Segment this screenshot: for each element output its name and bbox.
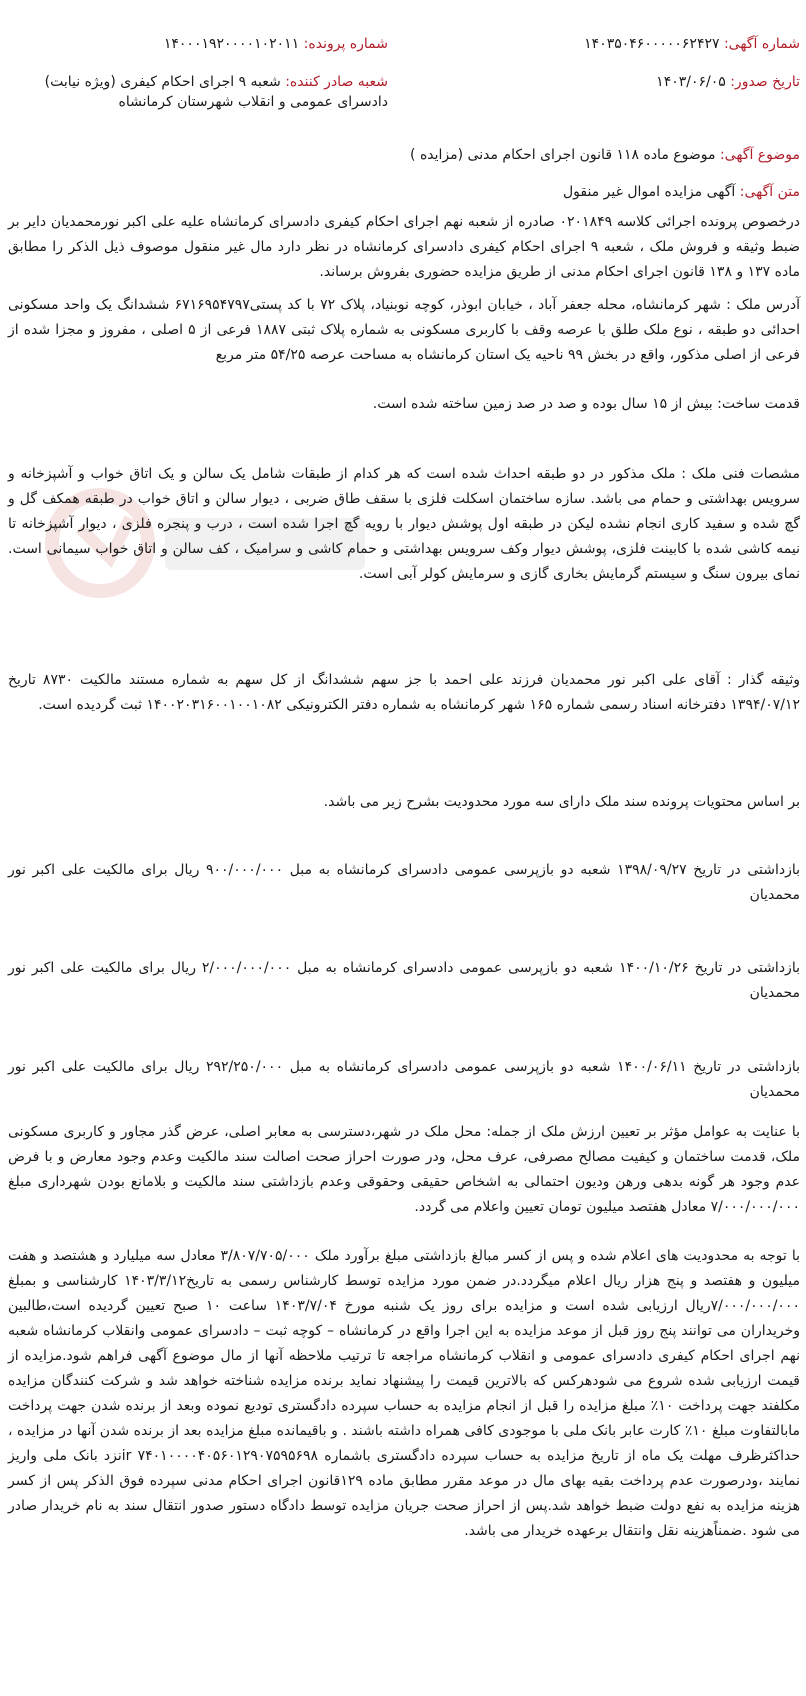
ad-text-label: متن آگهی: — [739, 184, 800, 200]
case-number — [164, 34, 388, 54]
ad-number-value: ۱۴۰۳۵۰۴۶۰۰۰۰۰۶۲۴۲۷ — [584, 36, 720, 52]
auction-terms-paragraph: با توجه به محدودیت های اعلام شده و پس از کسر مبالغ بازداشتی مبلغ برآورد ملک ۳/۸۰۷/۷۰۵/۰۰۰ معادل سه میلیارد و هشتصد و هفت میلیون و هفتصد و پنج هزار ریال اعلام میگردد.در ضمن مورد مزایده توسط کارشناس رسمی به تاریخ۱۴۰۳/۳/۱۲ کارشناسی و بمبلغ ۷/۰۰۰/۰۰۰/۰۰۰ریال ارزیابی شده است و مزایده برای روز یک شنبه مورخ ۱۴۰۳/۷/۰۴ ساعت ۱۰ صبح تعیین گردیده است،طالبین وخریداران می توانند پنج روز قبل از موعد مزایده به این اجرا واقع در کرمانشاه – کوچه ثبت – دادسرای عمومی وانقلاب کرمانشاه شعبه نهم اجرای احکام کیفری دادسرای عمومی و انقلاب کرمانشاه مراجعه تا ترتیب ملاحظه آنها از مال موضوع آگهی فراهم شود.مزایده از قیمت ارزیابی شده شروع می شودهرکس که بالاترین قیمت را پیشنهاد نماید برنده مزایده شناخته خواهد شد و شرکت کنندگان مزایده مکلفند جهت پرداخت ۱۰٪ مبلغ مزایده را قبل از انجام مزایده به حساب سپرده دادگستری تودیع نموده وبعد از برنده شدن جهت پرداخت مابالتفاوت مبلغ ۱۰٪ کارت عابر بانک ملی با موجودی کافی همراه داشته باشند . و باقیمانده مبلغ مزایده بعد از برنده شدن آنها در مزایده ، حداکثرظرف مهلت یک ماه از تاریخ مزایده به حساب سپرده دادگستری باشماره ۷۴۰۱۰۰۰۰۴۰۵۶۰۱۲۹۰۷۵۹۵۶۹۸ irنزد بانک ملی واریز نمایند ،ودرصورت عدم پرداخت بقیه بهای مال در موعد مقرر مطابق ماده ۱۲۹قانون اجرای احکام مدنی سپرده فوق الذکر پس از کسر هزینه مزایده به نفع دولت ضبط خواهد شد.پس از احراز صحت جریان مزایده توسط دادگاه دستور صدور انتقال سند به نام خریدار صادر می شود .ضمناًهزینه نقل وانتقال برعهده خریدار می باشد. — [8, 1248, 801, 1539]
valuation-paragraph: با عنایت به عوامل مؤثر بر تعیین ارزش ملک از جمله: محل ملک در شهر،دسترسی به معابر اصلی، عرض گذر مجاور و کاربری مسکونی ملک، قدمت ساختمان و کیفیت مصالح مصرفی، عرف محل، ودر صورت احراز صحت اصالت سند مالکیت وعدم وجود معارض و با فرض عدم وجود هر گونه بدهی ورهن ودیون احتمالی به اشخاص حقیقی وحقوقی وعدم بازداشتی سند مالکیت و بلامانع بودن شهرداری مبلغ ۷/۰۰۰/۰۰۰/۰۰۰ معادل هفتصد میلیون تومان تعیین واعلام می گردد. — [8, 1124, 800, 1215]
lien-paragraph-1: بازداشتی در تاریخ ۱۳۹۸/۰۹/۲۷ شعبه دو بازپرسی عمومی دادسرای کرمانشاه به مبل ۹۰۰/۰۰۰/۰۰۰ ریال برای مالکیت علی اکبر نور محمدیان — [8, 862, 800, 903]
case-number-value: ۱۴۰۰۰۱۹۲۰۰۰۰۱۰۲۰۱۱ — [163, 36, 300, 52]
ad-subject-value: موضوع ماده ۱۱۸ قانون اجرای احکام مدنی (مزایده ) — [410, 147, 716, 163]
issuing-branch-label: شعبه صادر کننده: — [285, 74, 388, 90]
ad-subject-label: موضوع آگهی: — [719, 147, 800, 163]
issue-date-label: تاریخ صدور: — [730, 74, 800, 90]
lien-paragraph-3: بازداشتی در تاریخ ۱۴۰۰/۰۶/۱۱ شعبه دو بازپرسی عمومی دادسرای کرمانشاه به مبل ۲۹۲/۲۵۰/۰۰۰ ریال برای مالکیت علی اکبر نور محمدیان — [8, 1059, 800, 1100]
ad-text-value: آگهی مزایده اموال غیر منقول — [562, 184, 736, 200]
issuing-branch — [8, 72, 388, 112]
case-number-label: شماره پرونده: — [303, 36, 388, 52]
ad-text-heading — [563, 182, 800, 202]
issuing-branch-value: شعبه ۹ اجرای احکام کیفری (ویژه نیابت) دادسرای عمومی و انقلاب شهرستان کرمانشاه — [44, 74, 388, 110]
intro-paragraph: درخصوص پرونده اجرائی کلاسه ۰۲۰۱۸۴۹ صادره از شعبه نهم اجرای احکام کیفری دادسرای کرمانشاه علیه علی اکبر نورمحمدیان دایر بر ضبط وثیقه و فروش ملک ، شعبه ۹ اجرای احکام کیفری دادسرای کرمانشاه در نظر دارد مال غیر منقول موصوف ذیل الذکر را مطابق ماده ۱۳۷ و ۱۳۸ قانون اجرای احکام مدنی از طریق مزایده حضوری بفروش برساند. — [8, 214, 800, 280]
ad-number — [584, 34, 800, 54]
issue-date — [656, 72, 800, 92]
issue-date-value: ۱۴۰۳/۰۶/۰۵ — [656, 74, 726, 90]
lien-paragraph-2: بازداشتی در تاریخ ۱۴۰۰/۱۰/۲۶ شعبه دو بازپرسی عمومی دادسرای کرمانشاه به مبل ۲/۰۰۰/۰۰۰/۰۰۰ ریال برای مالکیت علی اکبر نور محمدیان — [8, 960, 800, 1001]
technical-specs-paragraph: مشصات فنی ملک : ملک مذکور در دو طبقه احداث شده است که هر کدام از طبقات شامل یک سالن و یک اتاق خواب و آشپزخانه و سرویس بهداشتی و حمام می باشد. سازه ساختمان اسکلت فلزی با سقف طاق ضربی ، دیوار سالن و اتاق خواب در طبقه همکف گل و گچ شده و سفید کاری انجام نشده لیکن در طبقه اول پوشش دیوار با رویه گچ اجرا شده است ، درب و پنجره فلزی ، دیوار آشپزخانه تا نیمه کاشی شده با کابینت فلزی، پوشش دیوار وکف سرویس بهداشتی و حمام کاشی و سرامیک ، کف سالن و اتاق خواب سیمانی است. نمای بیرون سنگ و سیستم گرمایش بخاری گازی و سرمایش کولر آبی است. — [8, 466, 800, 582]
ad-number-label: شماره آگهی: — [723, 36, 800, 52]
property-address-paragraph: آدرس ملک : شهر کرمانشاه، محله جعفر آباد ، خیابان ابوذر، کوچه نوبنیاد، پلاک ۷۲ با کد پستی۶۷۱۶۹۵۴۷۹۷ ششدانگ یک واحد مسکونی احدائی دو طبقه ، نوع ملک طلق با عرصه وقف با کاربری مسکونی به شماره پلاک ثبتی ۱۸۸۷ فرعی از ۵ اصلی ، مفروز و مجزا شده از فرعی از اصلی مذکور، واقع در بخش ۹۹ ناحیه یک استان کرمانشاه به مساحت عرصه ۵۴/۲۵ متر مربع — [8, 297, 800, 363]
building-age-paragraph: قدمت ساخت: بیش از ۱۵ سال بوده و صد در صد زمین ساخته شده است. — [372, 396, 800, 412]
restrictions-intro-paragraph: بر اساس محتویات پرونده سند ملک دارای سه مورد محدودیت بشرح زیر می باشد. — [323, 794, 800, 810]
ad-subject — [410, 145, 800, 165]
mortgagor-paragraph: وثیقه گذار : آقای علی اکبر نور محمدیان فرزند علی احمد با جز سهم ششدانگ از کل سهم به شماره مستند مالکیت ۸۷۳۰ تاریخ ۱۳۹۴/۰۷/۱۲ دفترخانه اسناد رسمی شماره ۱۶۵ شهر کرمانشاه به شماره دفتر الکترونیکی ۱۴۰۰۲۰۳۱۶۰۰۱۰۰۱۰۸۲ ثبت گردیده است. — [8, 672, 800, 713]
